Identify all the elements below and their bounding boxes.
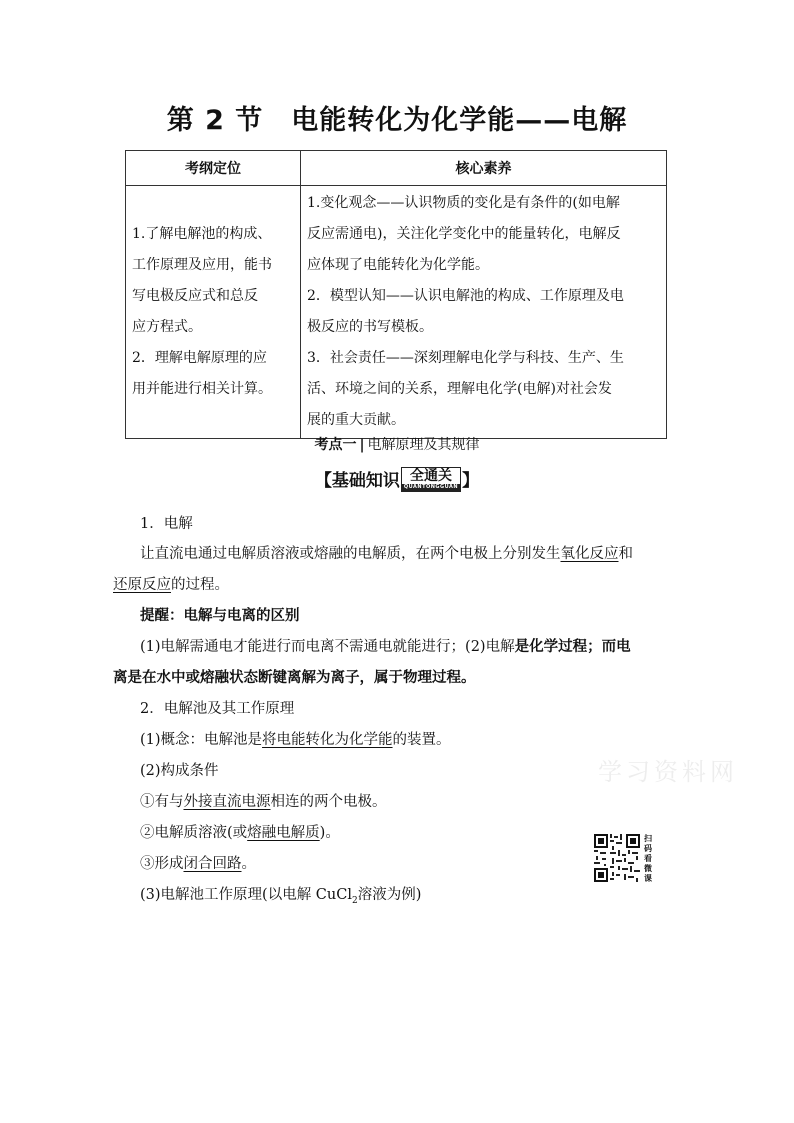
- literacy-line: 展的重大贡献。: [307, 412, 405, 428]
- subscript: 2: [351, 895, 358, 906]
- text-run: (1)概念：电解池是: [140, 732, 263, 748]
- text-run: )。: [319, 825, 340, 841]
- literacy-line: 活、环境之间的关系，理解电化学(电解)对社会发: [307, 381, 612, 397]
- text-run: ③形成: [140, 856, 184, 872]
- outline-line: 写电极反应式和总反: [132, 288, 258, 304]
- banner-close: 】: [462, 471, 480, 491]
- text-run: 让直流电通过电解质溶液或熔融的电解质，在两个电极上分别发生: [140, 546, 561, 562]
- condition-1: [140, 790, 387, 811]
- text-run: 和: [618, 546, 633, 562]
- literacy-cell: [301, 186, 667, 439]
- qr-code-icon[interactable]: [594, 834, 640, 882]
- banner-stamp: [401, 467, 461, 492]
- text-run: 溶液为例): [357, 887, 422, 903]
- banner-open: 【基础知识: [314, 471, 400, 491]
- text-run: (3)电解池工作原理(以电解 CuCl: [140, 887, 352, 903]
- page-title: 第 2 节 电能转化为化学能——电解: [166, 105, 628, 136]
- text-run: ②电解质溶液(或: [140, 825, 248, 841]
- topic-heading: [0, 434, 794, 454]
- difference-line2: 离是在水中或熔融状态断键离解为离子，属于物理过程。: [113, 670, 476, 686]
- topic-separator: |: [359, 437, 365, 453]
- watermark: 学习资料网: [598, 758, 738, 786]
- answer-molten-electrolyte: 熔融电解质: [247, 825, 320, 841]
- topic-label: 考点一: [314, 437, 357, 453]
- literacy-line: 极反应的书写模板。: [307, 319, 433, 335]
- answer-oxidation: 氧化反应: [560, 546, 619, 562]
- text-run: 。: [241, 856, 256, 872]
- heading-electrolytic-cell: 2．电解池及其工作原理: [140, 701, 295, 717]
- header-core-literacy: 核心素养: [301, 151, 667, 186]
- literacy-line: 反应需通电)，关注化学变化中的能量转化，电解反: [307, 226, 621, 242]
- syllabus-table: [125, 150, 667, 439]
- answer-energy-conversion: 将电能转化为化学能: [262, 732, 393, 748]
- literacy-line: 应体现了电能转化为化学能。: [307, 257, 489, 273]
- literacy-line: 2．模型认知——认识电解池的构成、工作原理及电: [307, 288, 624, 304]
- paragraph-definition-line1: [140, 542, 633, 563]
- heading-electrolysis: 1．电解: [140, 516, 193, 532]
- table-row: [126, 186, 667, 439]
- text-run: 的装置。: [392, 732, 451, 748]
- conditions-heading: (2)构成条件: [140, 763, 219, 779]
- answer-dc-source: 外接直流电源: [183, 794, 271, 810]
- tip-heading: 提醒：电解与电离的区别: [140, 608, 300, 624]
- answer-closed-circuit: 闭合回路: [183, 856, 242, 872]
- outline-line: 应方程式。: [132, 319, 202, 335]
- outline-cell: [126, 186, 301, 439]
- table-header-row: [126, 151, 667, 186]
- paragraph-definition-line2: [113, 573, 229, 594]
- text-run: ①有与: [140, 794, 184, 810]
- outline-line: 2．理解电解原理的应: [132, 350, 267, 366]
- literacy-line: 3．社会责任——深刻理解电化学与科技、生产、生: [307, 350, 624, 366]
- outline-line: 用并能进行相关计算。: [132, 381, 272, 397]
- condition-2: [140, 821, 340, 842]
- header-outline: 考纲定位: [126, 151, 301, 186]
- condition-3: [140, 852, 256, 873]
- text-run-bold: 是化学过程；而电: [514, 639, 631, 655]
- principle-line: [140, 883, 421, 906]
- outline-line: 1.了解电解池的构成、: [132, 226, 272, 242]
- outline-line: 工作原理及应用，能书: [132, 257, 272, 273]
- topic-title: 电解原理及其规律: [367, 437, 480, 453]
- text-run: 的过程。: [171, 577, 229, 593]
- qr-caption: 扫码看微课: [644, 834, 652, 883]
- text-run: (1)电解需通电才能进行而电离不需通电就能进行；(2)电解: [140, 639, 515, 655]
- text-run: 相连的两个电极。: [270, 794, 387, 810]
- concept-line: [140, 728, 451, 749]
- literacy-line: 1.变化观念——认识物质的变化是有条件的(如电解: [307, 195, 620, 211]
- section-banner: [0, 466, 794, 494]
- difference-line1: [140, 635, 631, 656]
- stamp-pinyin: QUANTONGGUAN: [403, 483, 459, 490]
- stamp-text: 全通关: [409, 467, 452, 484]
- answer-reduction: 还原反应: [113, 577, 171, 593]
